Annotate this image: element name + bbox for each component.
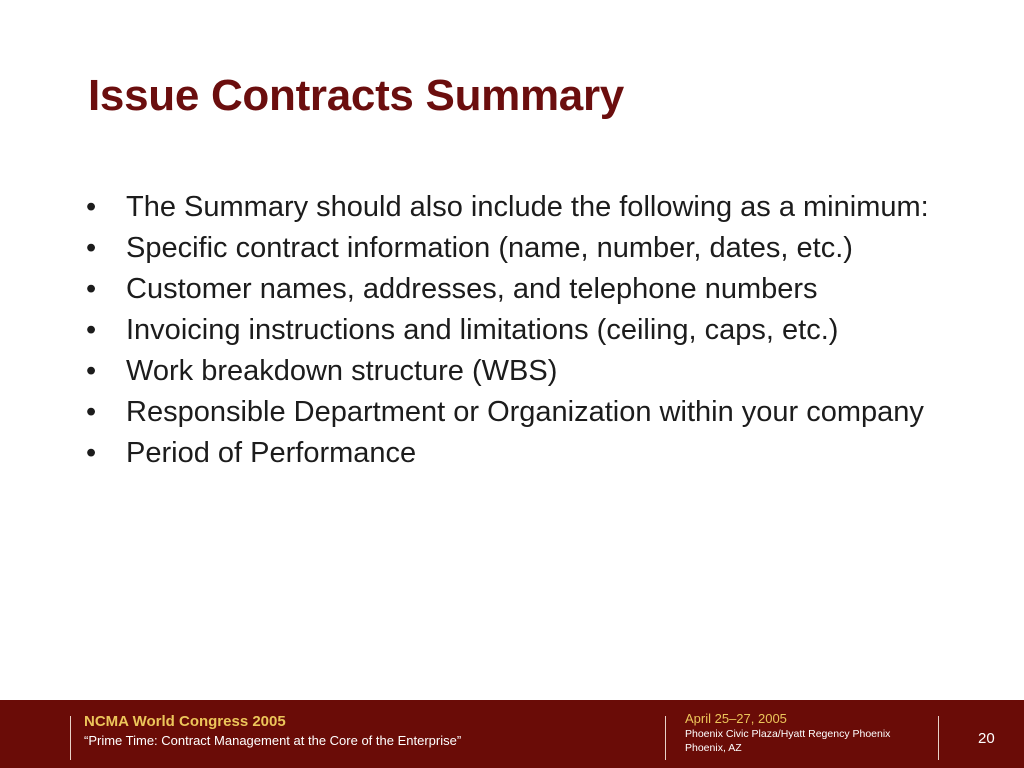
- bullet-icon: •: [86, 273, 97, 305]
- footer-bar: [0, 700, 1024, 768]
- bullet-text: Customer names, addresses, and telephone numbers: [126, 273, 818, 305]
- bullet-text: Invoicing instructions and limitations (ceiling, caps, etc.): [126, 314, 839, 346]
- page-number: 20: [978, 730, 995, 747]
- footer-event-info: [84, 712, 461, 750]
- bullet-icon: •: [86, 314, 97, 346]
- bullet-text: The Summary should also include the following as a minimum:: [126, 191, 929, 223]
- bullet-item: [86, 191, 946, 224]
- event-name: NCMA World Congress 2005: [84, 713, 286, 730]
- bullet-item: [86, 232, 946, 265]
- event-dates: April 25–27, 2005: [685, 711, 787, 726]
- event-tagline: “Prime Time: Contract Management at the Core of the Enterprise”: [84, 733, 462, 748]
- bullet-icon: •: [86, 437, 97, 469]
- slide-title: Issue Contracts Summary: [88, 71, 624, 120]
- footer-divider-middle: [665, 716, 666, 760]
- bullet-item: [86, 437, 946, 470]
- bullet-icon: •: [86, 355, 97, 387]
- bullet-icon: •: [86, 191, 97, 223]
- bullet-item: [86, 355, 946, 388]
- event-venue: Phoenix Civic Plaza/Hyatt Regency Phoenix: [685, 728, 891, 740]
- bullet-text: Work breakdown structure (WBS): [126, 355, 558, 387]
- bullet-text: Specific contract information (name, number, dates, etc.): [126, 232, 853, 264]
- bullet-item: [86, 396, 946, 429]
- footer-divider-left: [70, 716, 71, 760]
- bullet-list: [86, 191, 946, 478]
- bullet-text: Responsible Department or Organization within your company: [126, 396, 924, 428]
- bullet-icon: •: [86, 232, 97, 264]
- event-city: Phoenix, AZ: [685, 742, 742, 754]
- footer-venue-info: [685, 711, 890, 755]
- bullet-text: Period of Performance: [126, 437, 417, 469]
- bullet-item: [86, 314, 946, 347]
- bullet-icon: •: [86, 396, 97, 428]
- bullet-item: [86, 273, 946, 306]
- footer-divider-right: [938, 716, 939, 760]
